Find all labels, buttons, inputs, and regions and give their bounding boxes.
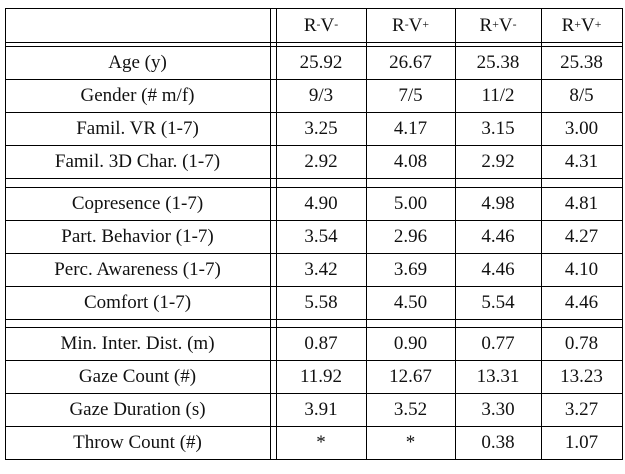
value-text: 9/3 <box>308 85 334 106</box>
value-text: 4.08 <box>393 151 428 172</box>
value-cell <box>541 253 622 286</box>
row-rule <box>5 253 623 254</box>
value-cell <box>455 112 541 145</box>
value-text: 13.31 <box>476 366 520 387</box>
value-text: 13.23 <box>560 366 603 387</box>
value-text: 3.91 <box>304 399 338 420</box>
group-top-rule <box>5 46 623 47</box>
value-text: 4.10 <box>564 259 599 280</box>
row-label-text: Age (y) <box>108 52 167 73</box>
value-text: * <box>316 432 326 453</box>
value-text: 0.87 <box>304 333 338 354</box>
header-cell <box>541 8 622 42</box>
value-cell <box>366 393 455 426</box>
value-text: 3.52 <box>393 399 428 420</box>
row-label <box>5 327 270 360</box>
value-cell <box>276 112 366 145</box>
row-label <box>5 220 270 253</box>
value-cell <box>455 286 541 319</box>
row-label-text: Throw Count (#) <box>73 432 202 453</box>
column-rule <box>366 8 367 460</box>
value-text: 4.27 <box>564 226 599 247</box>
row-rule <box>5 145 623 146</box>
value-cell <box>276 220 366 253</box>
value-text: 3.69 <box>393 259 428 280</box>
value-text: 12.67 <box>389 366 432 387</box>
value-cell <box>366 253 455 286</box>
value-text: 5.58 <box>304 292 338 313</box>
column-rule <box>622 8 623 460</box>
value-text: 3.30 <box>481 399 515 420</box>
row-label-text: Gender (# m/f) <box>80 85 195 106</box>
value-cell <box>276 253 366 286</box>
value-text: 11/2 <box>481 85 515 106</box>
row-rule <box>5 220 623 221</box>
group-top-rule <box>5 327 623 328</box>
column-rule <box>5 8 6 460</box>
row-rule <box>5 112 623 113</box>
table-top-rule <box>5 8 623 9</box>
row-label <box>5 79 270 112</box>
value-cell <box>366 46 455 79</box>
value-text: 26.67 <box>389 52 432 73</box>
value-text: 4.98 <box>481 193 515 214</box>
header-cell <box>276 8 366 42</box>
row-label <box>5 360 270 393</box>
value-text: 2.92 <box>481 151 515 172</box>
value-text: 1.07 <box>564 432 599 453</box>
column-rule <box>276 8 277 460</box>
header-v-sign: + <box>594 18 602 32</box>
header-v-sign: + <box>422 18 429 32</box>
value-text: 3.42 <box>304 259 338 280</box>
value-cell <box>366 145 455 178</box>
row-label <box>5 253 270 286</box>
value-text: 2.96 <box>393 226 428 247</box>
value-cell <box>455 145 541 178</box>
value-cell <box>366 79 455 112</box>
value-cell <box>541 79 622 112</box>
value-text: 4.17 <box>393 118 428 139</box>
value-cell <box>366 426 455 459</box>
value-text: 7/5 <box>398 85 423 106</box>
row-label-text: Famil. 3D Char. (1-7) <box>54 151 221 172</box>
row-label-text: Min. Inter. Dist. (m) <box>60 333 215 354</box>
header-cell <box>455 8 541 42</box>
value-cell <box>366 286 455 319</box>
header-r-sign: + <box>492 18 499 32</box>
row-label <box>5 426 270 459</box>
value-text: 3.00 <box>564 118 599 139</box>
value-cell <box>276 187 366 220</box>
row-label <box>5 393 270 426</box>
value-cell <box>455 426 541 459</box>
value-text: 0.38 <box>481 432 515 453</box>
row-label <box>5 187 270 220</box>
value-text: 4.50 <box>393 292 428 313</box>
value-text: 4.31 <box>564 151 599 172</box>
row-label <box>5 112 270 145</box>
value-cell <box>455 393 541 426</box>
row-label-text: Perc. Awareness (1-7) <box>54 259 221 280</box>
row-label <box>5 286 270 319</box>
value-text: 25.92 <box>299 52 343 73</box>
value-cell <box>276 360 366 393</box>
group-bottom-rule <box>5 319 623 320</box>
header-v: V <box>498 14 513 36</box>
header-v: V <box>408 14 423 36</box>
value-cell <box>455 187 541 220</box>
value-cell <box>455 327 541 360</box>
column-rule <box>541 8 542 460</box>
group-top-rule <box>5 187 623 188</box>
value-text: 4.46 <box>481 259 515 280</box>
row-rule <box>5 360 623 361</box>
value-cell <box>366 220 455 253</box>
value-cell <box>366 360 455 393</box>
header-r-sign: - <box>404 18 409 32</box>
value-cell <box>541 220 622 253</box>
row-label-text: Gaze Count (#) <box>78 366 197 387</box>
value-cell <box>276 327 366 360</box>
value-text: 3.15 <box>481 118 515 139</box>
value-cell <box>455 79 541 112</box>
column-rule <box>455 8 456 460</box>
value-cell <box>366 187 455 220</box>
value-text: 0.90 <box>393 333 428 354</box>
row-rule <box>5 426 623 427</box>
value-cell <box>455 46 541 79</box>
header-r: R <box>561 14 575 36</box>
group-bottom-rule <box>5 178 623 179</box>
value-cell <box>455 253 541 286</box>
value-cell <box>276 426 366 459</box>
header-v-sign: - <box>512 18 517 32</box>
value-text: 0.78 <box>564 333 599 354</box>
row-label-text: Copresence (1-7) <box>71 193 204 214</box>
header-v-sign: - <box>334 18 339 32</box>
header-cell <box>366 8 455 42</box>
header-r-sign: - <box>316 18 321 32</box>
value-cell <box>541 327 622 360</box>
header-r: R <box>392 14 405 36</box>
value-text: 25.38 <box>476 52 520 73</box>
value-cell <box>276 145 366 178</box>
value-text: 3.54 <box>304 226 338 247</box>
value-text: 25.38 <box>560 52 603 73</box>
value-text: 5.00 <box>393 193 428 214</box>
row-label <box>5 145 270 178</box>
value-text: 0.77 <box>481 333 515 354</box>
value-text: 3.25 <box>304 118 338 139</box>
value-text: 4.46 <box>564 292 599 313</box>
value-cell <box>276 46 366 79</box>
value-cell <box>541 46 622 79</box>
header-r: R <box>479 14 493 36</box>
value-cell <box>276 79 366 112</box>
row-label-text: Gaze Duration (s) <box>69 399 206 420</box>
value-text: 3.27 <box>564 399 599 420</box>
header-r: R <box>303 14 317 36</box>
value-cell <box>455 360 541 393</box>
value-cell <box>541 286 622 319</box>
value-cell <box>541 393 622 426</box>
row-label-text: Comfort (1-7) <box>83 292 192 313</box>
header-v: V <box>320 14 335 36</box>
table-bottom-rule <box>5 459 623 460</box>
row-rule <box>5 393 623 394</box>
value-text: * <box>405 432 416 453</box>
value-cell <box>276 393 366 426</box>
value-cell <box>541 145 622 178</box>
value-cell <box>541 112 622 145</box>
header-r-sign: + <box>574 18 581 32</box>
value-cell <box>455 220 541 253</box>
row-rule <box>5 286 623 287</box>
row-rule <box>5 79 623 80</box>
row-label <box>5 46 270 79</box>
value-text: 4.46 <box>481 226 515 247</box>
value-text: 5.54 <box>481 292 515 313</box>
value-text: 4.90 <box>304 193 338 214</box>
header-v: V <box>580 14 595 36</box>
value-text: 11.92 <box>299 366 343 387</box>
row-label-text: Famil. VR (1-7) <box>76 118 199 139</box>
value-cell <box>541 360 622 393</box>
value-cell <box>276 286 366 319</box>
value-cell <box>366 112 455 145</box>
value-text: 8/5 <box>569 85 594 106</box>
value-text: 2.92 <box>304 151 338 172</box>
value-cell <box>541 187 622 220</box>
row-label-text: Part. Behavior (1-7) <box>61 226 214 247</box>
value-text: 4.81 <box>564 193 599 214</box>
column-rule <box>270 8 271 460</box>
value-cell <box>366 327 455 360</box>
value-cell <box>541 426 622 459</box>
header-bottom-rule <box>5 42 623 43</box>
